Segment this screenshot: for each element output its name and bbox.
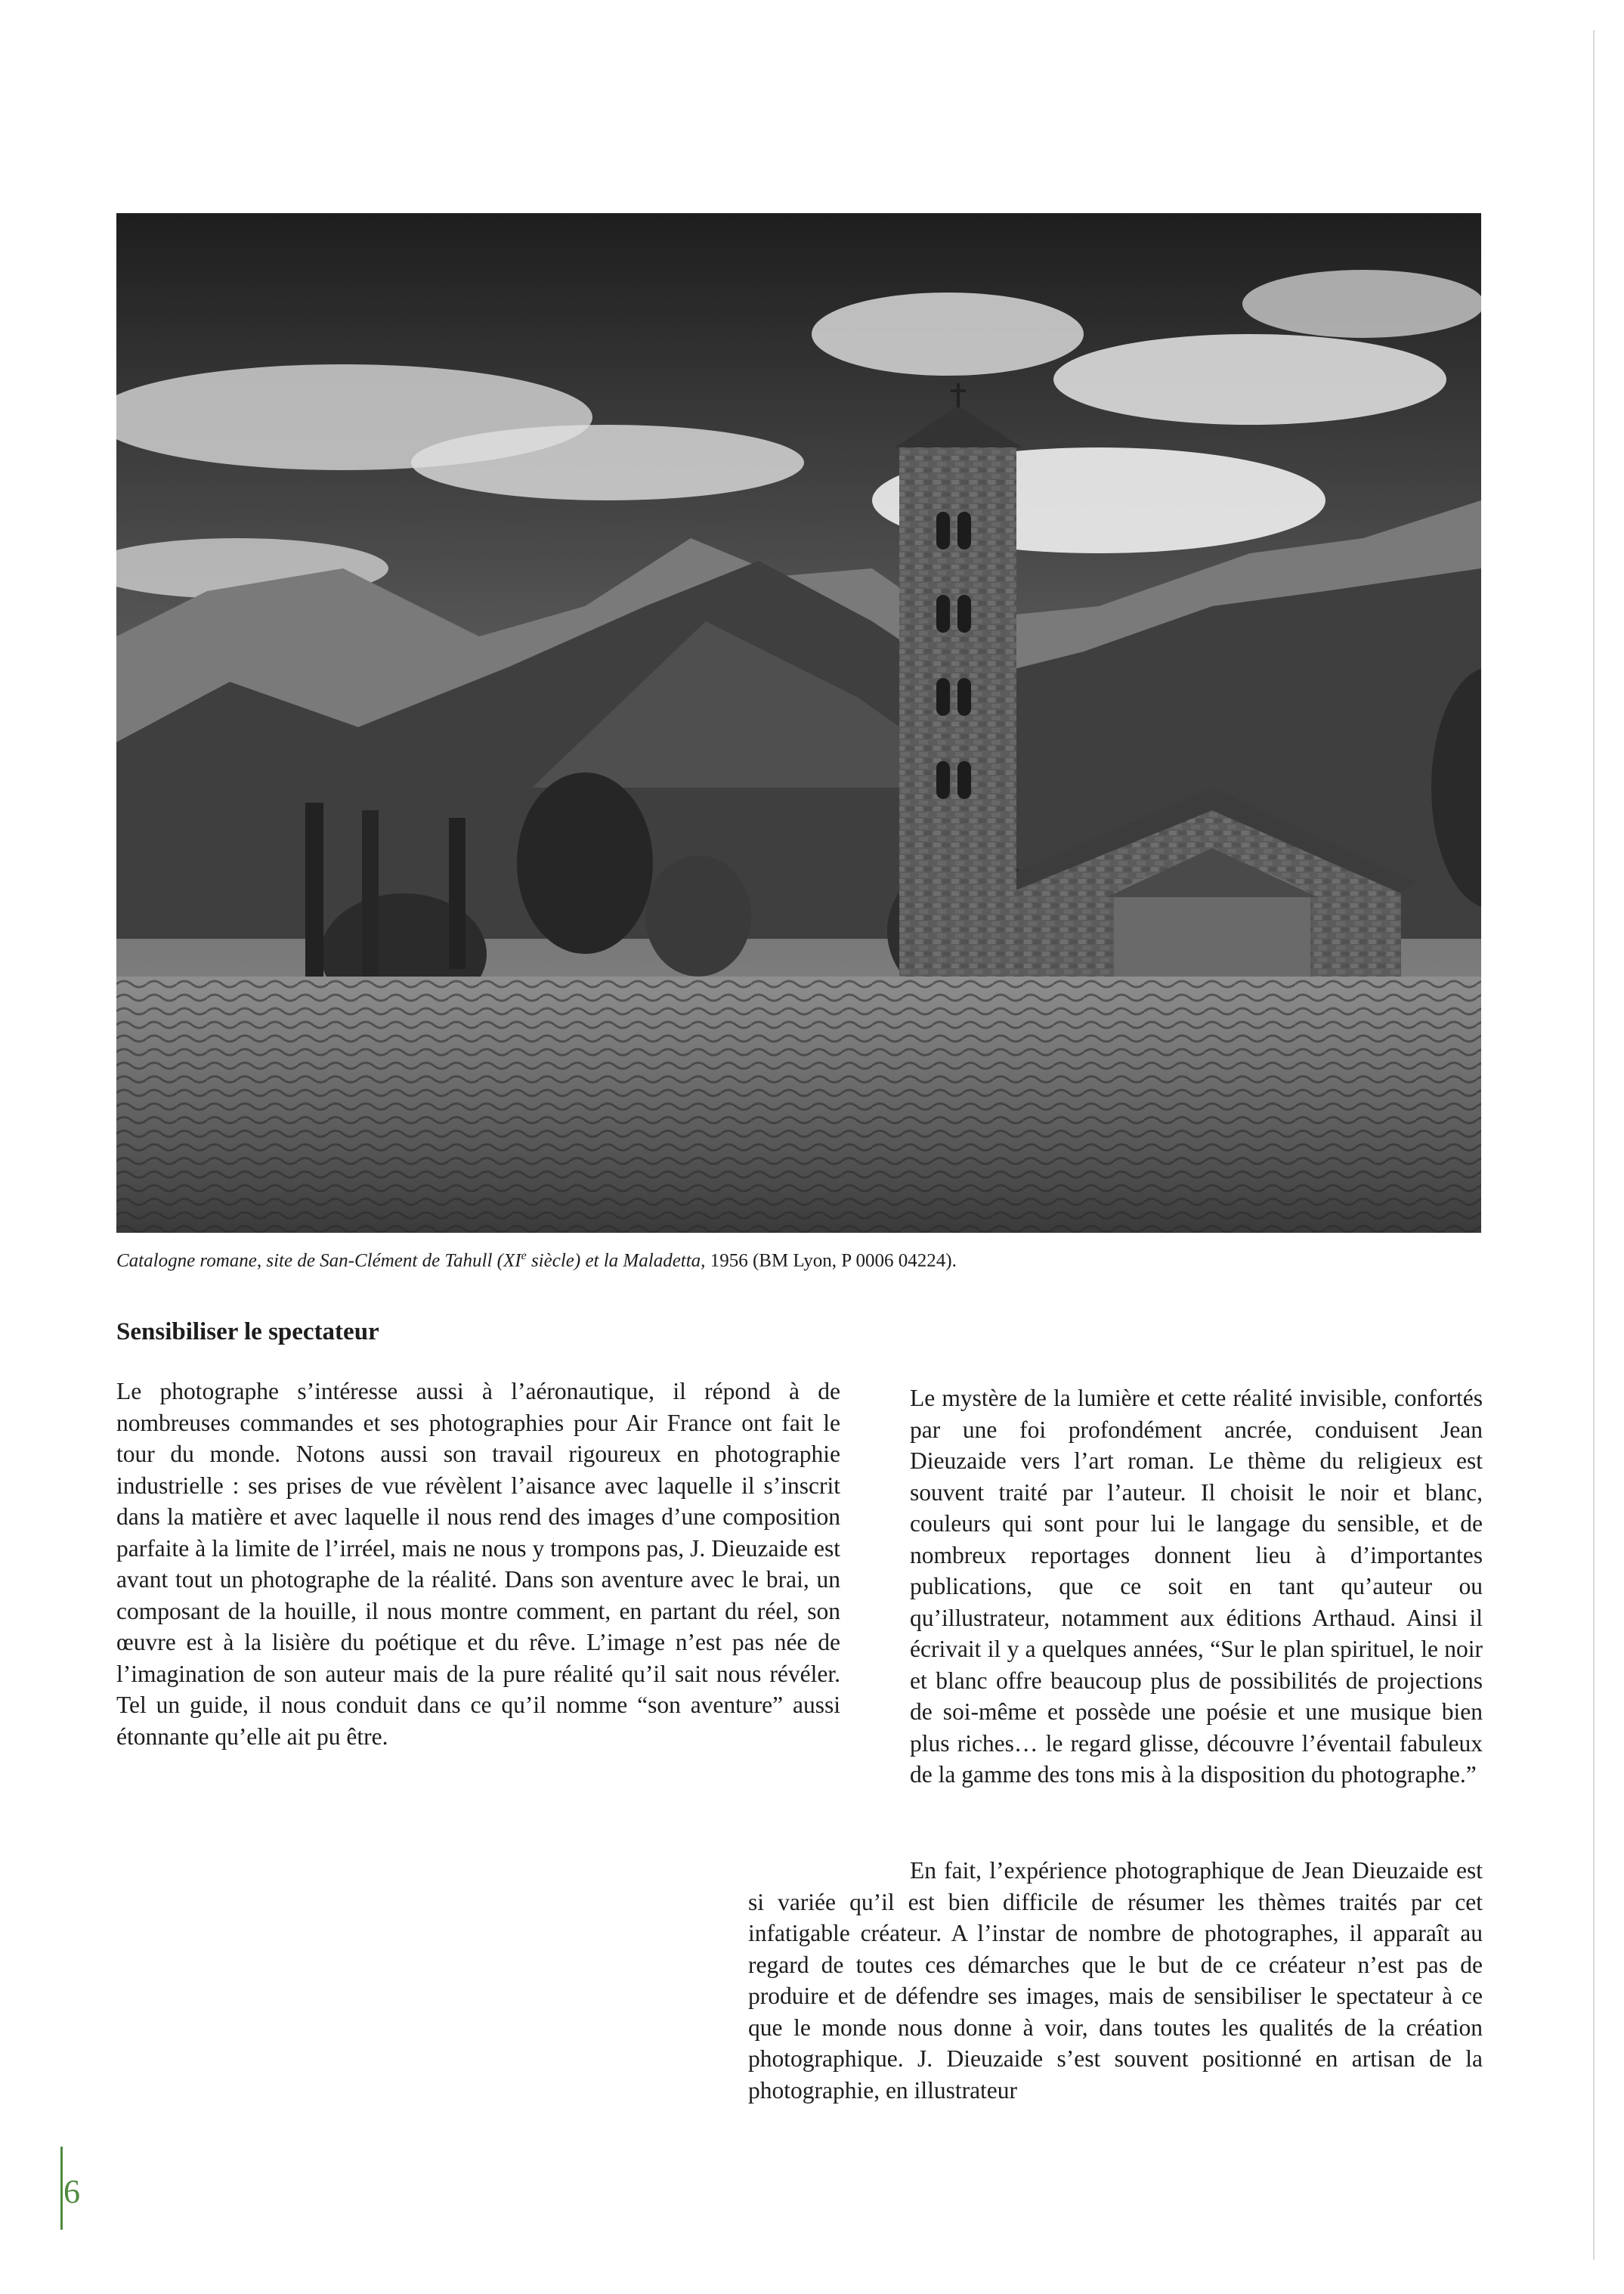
photo-landscape-icon bbox=[116, 213, 1481, 1233]
caption-superscript: e bbox=[521, 1249, 527, 1262]
church-landscape-photo bbox=[116, 213, 1481, 1233]
section-heading: Sensibiliser le spectateur bbox=[116, 1318, 379, 1345]
left-column-text: Le photographe s’intéresse aussi à l’aéronautique, il répond à de nombreuses commandes et ses photographies pour Air France ont fait le tour du monde. Notons aussi son travail rigoureux en photographie industrielle : ses prises de vue révèlent l’aisance avec laquelle il s’inscrit dans la matière et avec laquelle il nous rend des images d’une composition parfaite à la limite de l’irréel, mais ne nous y trompons pas, J. Dieuzaide est avant tout un photographe de la réalité. Dans son aventure avec le brai, un composant de la houille, il nous montre comment, en partant du réel, son œuvre est à la lisière du poétique et du rêve. L’image n’est pas née de l’imagination de son auteur mais de la pure réalité qu’il sait nous révéler. Tel un guide, il nous conduit dans ce qu’il nomme “son aventure” aussi étonnante qu’elle ait pu être. bbox=[116, 1378, 840, 1750]
margin-rule bbox=[1593, 30, 1595, 2260]
right-column-text: Le mystère de la lumière et cette réalité invisible, confortés par une foi profondément ancrée, conduisent Jean Dieuzaide vers l’art roman. Le thème du religieux est souvent traité par l’auteur. Il choisit le noir et blanc, couleurs qui sont pour lui le langage du sensible, et de nombreux reportages donnent lieu à d’importantes publications, que ce soit en tant qu’auteur ou qu’illustrateur, notamment aux éditions Arthaud. Ainsi il écrivait il y a quelques années, “Sur le plan spirituel, le noir et blanc offre beaucoup plus de possibilités de projections de soi-même et possède une poésie et une musique bien plus riches… le regard glisse, découvre l’éventail fabuleux de la gamme des tons mis à la disposition du photographe.” bbox=[910, 1385, 1483, 1788]
caption-italic: Catalogne romane, site de San-Clément de Tahull (XI bbox=[116, 1250, 521, 1271]
photo-caption bbox=[116, 1244, 1481, 1273]
caption-reference: 1956 (BM Lyon, P 0006 04224). bbox=[705, 1250, 957, 1271]
continuation-text: En fait, l’expérience photographique de Jean Dieuzaide est si variée qu’il est bien difficile de résumer les thèmes traités par cet infatigable créateur. A l’instar de nombre de photographes, il apparaît au regard de toutes ces démarches que le but de ce créateur n’est pas de produire et de défendre ses images, mais de sensibiliser le spectateur à ce que le monde nous donne à voir, dans toutes les qualités de la création photographique. J. Dieuzaide s’est souvent positionné en artisan de la photographie, en illustrateur bbox=[748, 1857, 1483, 2104]
caption-italic-after: siècle) et la Maladetta, bbox=[526, 1250, 706, 1271]
continuation-paragraph bbox=[748, 1855, 1483, 2106]
page-number: 6 bbox=[63, 2173, 80, 2210]
page-number-rule bbox=[60, 2147, 63, 2230]
